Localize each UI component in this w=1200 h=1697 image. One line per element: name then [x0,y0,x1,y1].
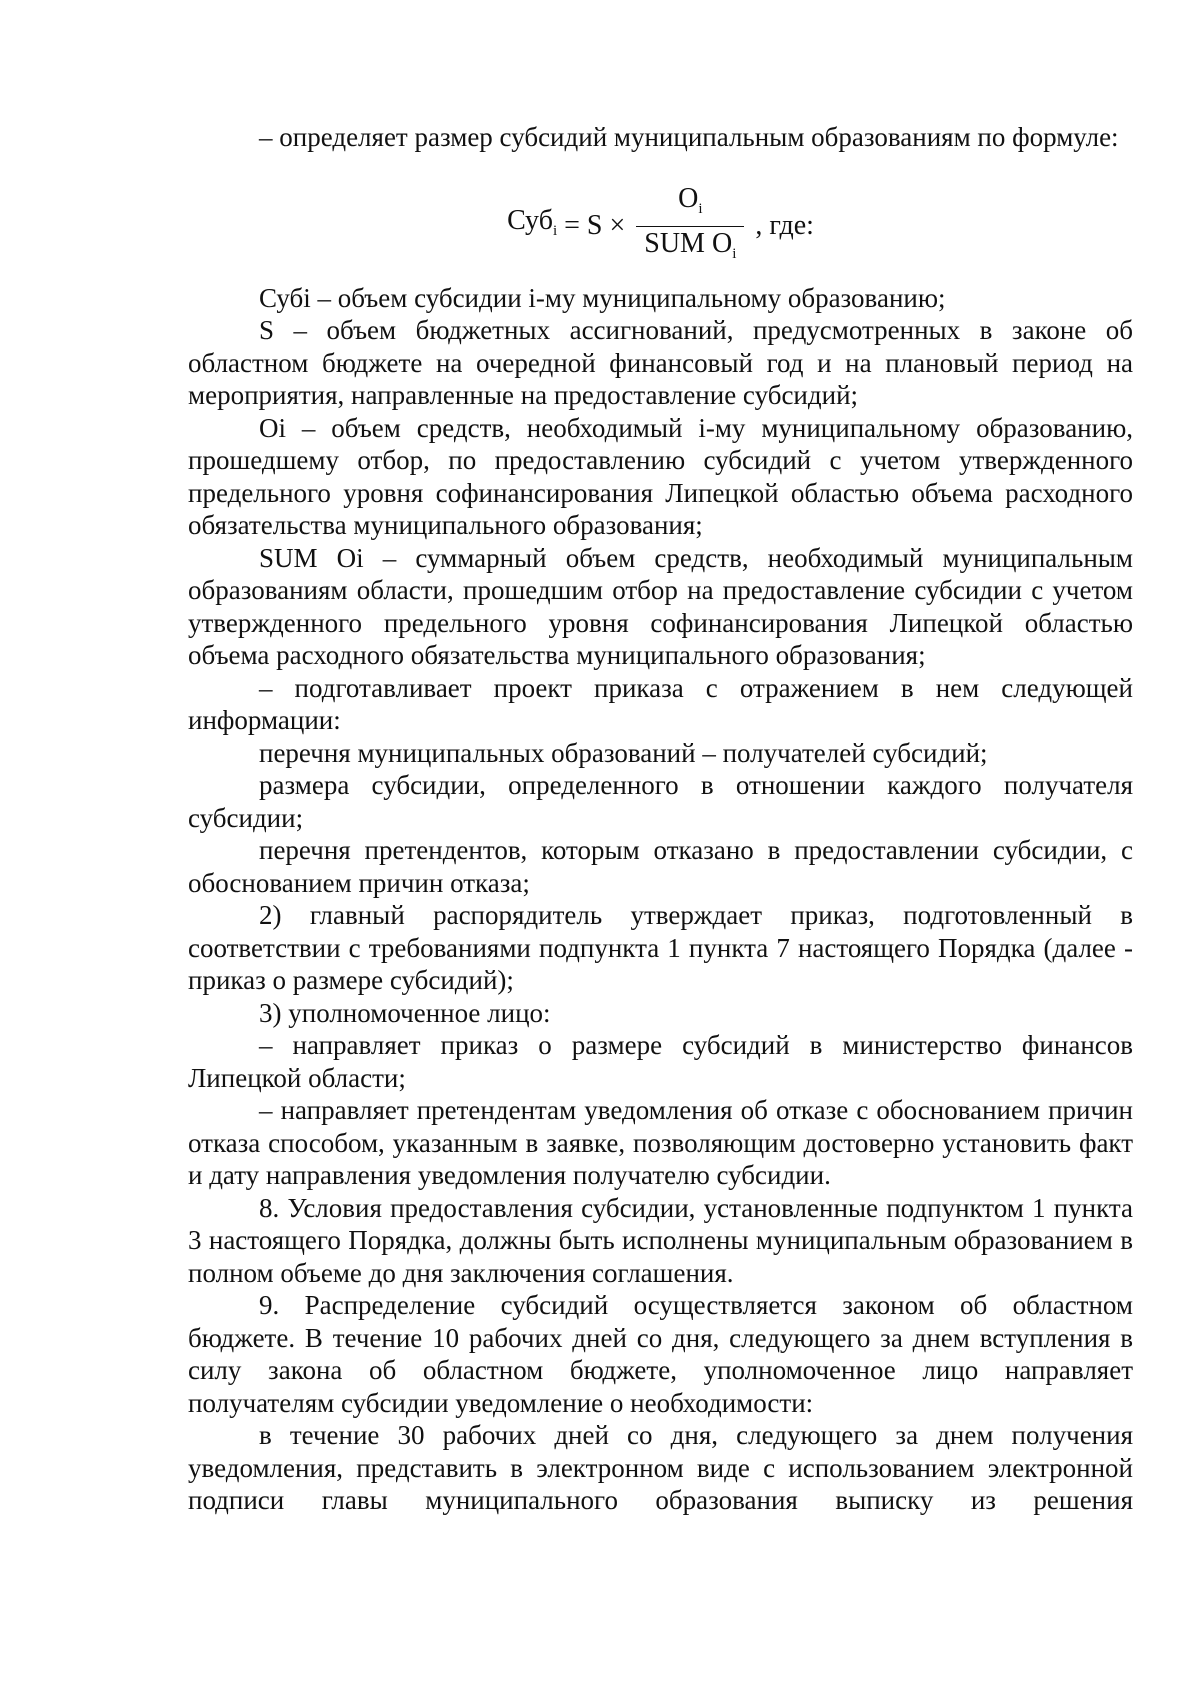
definition-o-i: Oi – объем средств, необходимый i-му муниципальному образованию, прошедшему отбор, по предоставлению субсидий с учетом утвержденного предельного уровня софинансирования Липецкой областью объема расходного обязательства муниципального образования; [188,412,1133,540]
formula-tail: , где: [755,209,814,241]
paragraph-prepares-order: – подготавливает проект приказа с отражением в нем следующей информации: [188,672,1133,735]
paragraph-list-refused: перечня претендентов, которым отказано в предоставлении субсидии, с обоснованием причин отказа; [188,835,1133,898]
document-body [188,121,1133,1517]
subsidy-formula [188,184,1133,269]
paragraph-send-refusals: – направляет претендентам уведомления об отказе с обоснованием причин отказа способом, указанным в заявке, позволяющим достоверно установить факт и дату направления уведомления получателю субсидии. [188,1095,1133,1190]
paragraph-30-days: в течение 30 рабочих дней со дня, следующего за днем получения уведомления, представить в электронном виде с использованием электронной подписи главы муниципального образования выписку из решения [188,1420,1133,1515]
definition-s: S – объем бюджетных ассигнований, предусмотренных в законе об областном бюджете на очередной финансовый год и на плановый период на мероприятия, направленные на предоставление субсидий; [188,315,1133,410]
definition-sub-i: Субi – объем субсидии i-му муниципальному образованию; [259,282,946,313]
intro-paragraph: – определяет размер субсидий муниципальным образованиям по формуле: [259,122,1119,152]
formula-block [188,154,1133,274]
definition-sum-o-i: SUM Oi – суммарный объем средств, необходимый муниципальным образованиям области, прошедшим отбор на предоставление субсидии с учетом утвержденного предельного уровня софинансирования Липецкой областью объема расходного обязательства муниципального образования; [188,542,1133,670]
paragraph-send-order: – направляет приказ о размере субсидий в министерство финансов Липецкой области; [188,1030,1133,1093]
spacer [188,274,1133,282]
paragraph-item-3: 3) уполномоченное лицо: [259,997,551,1028]
formula-fraction [636,184,744,269]
paragraph-item-2: 2) главный распорядитель утверждает приказ, подготовленный в соответствии с требованиями подпункта 1 пункта 7 настоящего Порядка (далее - приказ о размере субсидий); [188,900,1133,995]
formula-numerator: $O_i$ [636,184,744,227]
paragraph-subsidy-size: размера субсидии, определенного в отношении каждого получателя субсидии; [188,770,1133,833]
formula-denominator: SUM $O_i$ [644,227,737,262]
paragraph-section-8: 8. Условия предоставления субсидии, установленные подпунктом 1 пункта 3 настоящего Порядка, должны быть исполнены муниципальным образованием в полном объеме до дня заключения соглашения. [188,1192,1133,1288]
formula-equals: = S × [564,209,626,241]
paragraph-section-9: 9. Распределение субсидий осуществляется законом об областном бюджете. В течение 10 рабочих дней со дня, следующего за днем вступления в силу закона об областном бюджете, уполномоченное лицо направляет получателям субсидии уведомление о необходимости: [188,1290,1133,1418]
paragraph-list-municipalities: перечня муниципальных образований – получателей субсидий; [259,737,988,768]
formula-lhs: Суб$_i$ [507,204,558,239]
